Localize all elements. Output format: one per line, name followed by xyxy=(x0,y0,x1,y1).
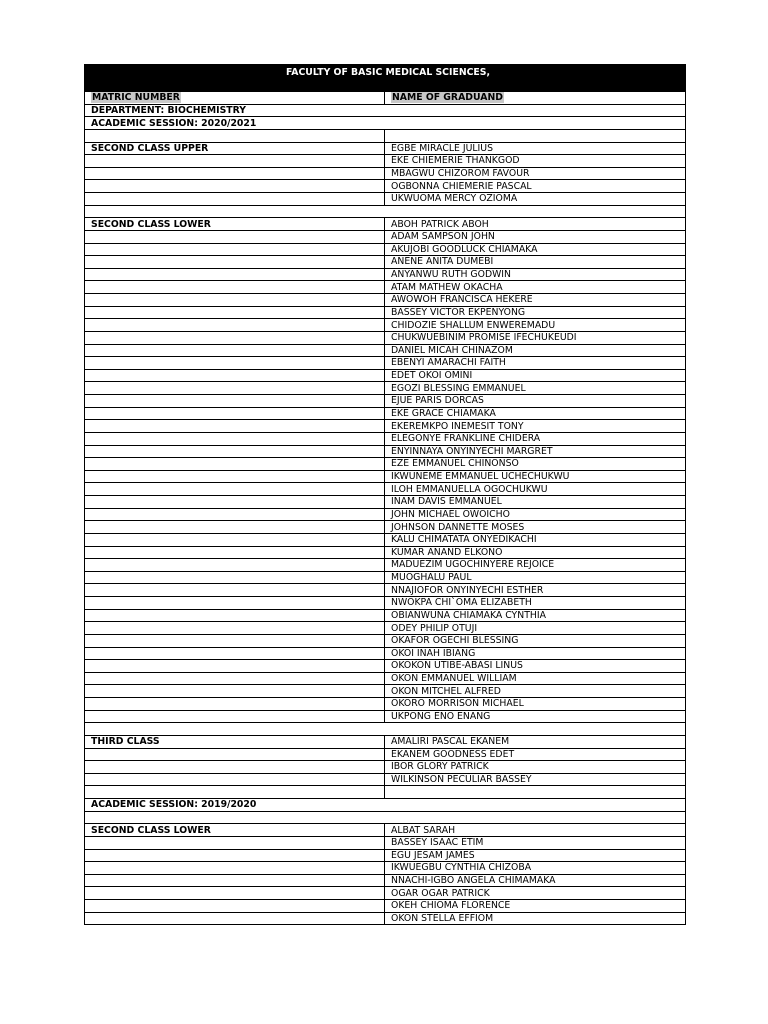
graduand-name: OBIANWUNA CHIAMAKA CYNTHIA xyxy=(385,609,686,622)
table-row xyxy=(85,836,686,849)
header-row xyxy=(85,92,686,105)
matric-cell xyxy=(85,887,385,900)
graduand-name: JOHNSON DANNETTE MOSES xyxy=(385,521,686,534)
graduand-name: WILKINSON PECULIAR BASSEY xyxy=(385,773,686,786)
graduand-name: EKEREMKPO INEMESIT TONY xyxy=(385,420,686,433)
graduand-name: EKE GRACE CHIAMAKA xyxy=(385,407,686,420)
spacer-row xyxy=(85,723,686,736)
table-row xyxy=(85,218,686,231)
table-row xyxy=(85,609,686,622)
graduand-name: ILOH EMMANUELLA OGOCHUKWU xyxy=(385,483,686,496)
graduand-name: EGOZI BLESSING EMMANUEL xyxy=(385,382,686,395)
table-row xyxy=(85,445,686,458)
matric-cell xyxy=(85,874,385,887)
table-row xyxy=(85,243,686,256)
matric-cell xyxy=(85,559,385,572)
graduand-name: CHIDOZIE SHALLUM ENWEREMADU xyxy=(385,319,686,332)
matric-cell xyxy=(85,912,385,925)
matric-cell xyxy=(85,622,385,635)
matric-cell xyxy=(85,571,385,584)
table-row xyxy=(85,344,686,357)
matric-cell xyxy=(85,420,385,433)
graduand-name: MADUEZIM UGOCHINYERE REJOICE xyxy=(385,559,686,572)
matric-cell xyxy=(85,306,385,319)
table-row xyxy=(85,786,686,799)
table-row xyxy=(85,230,686,243)
table-row xyxy=(85,142,686,155)
graduand-name: MBAGWU CHIZOROM FAVOUR xyxy=(385,167,686,180)
graduand-name: UKPONG ENO ENANG xyxy=(385,710,686,723)
graduand-name: UKWUOMA MERCY OZIOMA xyxy=(385,193,686,206)
matric-cell xyxy=(85,395,385,408)
matric-cell xyxy=(85,470,385,483)
matric-cell xyxy=(85,193,385,206)
matric-cell xyxy=(85,710,385,723)
table-row xyxy=(85,268,686,281)
graduand-name: ABOH PATRICK ABOH xyxy=(385,218,686,231)
matric-cell xyxy=(85,167,385,180)
matric-cell xyxy=(85,597,385,610)
graduand-name: EGU JESAM JAMES xyxy=(385,849,686,862)
matric-cell xyxy=(85,521,385,534)
matric-cell xyxy=(85,369,385,382)
spacer-row xyxy=(85,205,686,218)
matric-cell xyxy=(85,634,385,647)
matric-cell xyxy=(85,698,385,711)
graduand-name: OKON STELLA EFFIOM xyxy=(385,912,686,925)
graduand-name: INAM DAVIS EMMANUEL xyxy=(385,496,686,509)
matric-cell xyxy=(85,786,385,799)
graduand-name: AKUJOBI GOODLUCK CHIAMAKA xyxy=(385,243,686,256)
matric-cell xyxy=(85,862,385,875)
matric-cell xyxy=(85,281,385,294)
matric-cell xyxy=(85,660,385,673)
table-row xyxy=(85,357,686,370)
table-row xyxy=(85,862,686,875)
table-row xyxy=(85,773,686,786)
table-row xyxy=(85,470,686,483)
graduand-name: ADAM SAMPSON JOHN xyxy=(385,230,686,243)
graduand-name: OKON EMMANUEL WILLIAM xyxy=(385,672,686,685)
matric-cell xyxy=(85,483,385,496)
matric-cell xyxy=(85,445,385,458)
class-of-degree-label: THIRD CLASS xyxy=(85,735,385,748)
table-row xyxy=(85,483,686,496)
matric-cell xyxy=(85,609,385,622)
matric-cell xyxy=(85,344,385,357)
graduand-name: OKEH CHIOMA FLORENCE xyxy=(385,900,686,913)
class-of-degree-label: SECOND CLASS LOWER xyxy=(85,218,385,231)
table-row xyxy=(85,129,686,142)
table-row xyxy=(85,281,686,294)
academic-session-label: ACADEMIC SESSION: 2020/2021 xyxy=(85,117,686,130)
table-row xyxy=(85,735,686,748)
table-row xyxy=(85,508,686,521)
table-row xyxy=(85,294,686,307)
session-row xyxy=(85,799,686,812)
matric-cell xyxy=(85,407,385,420)
matric-cell xyxy=(85,900,385,913)
class-of-degree-label: SECOND CLASS UPPER xyxy=(85,142,385,155)
graduand-name: EKANEM GOODNESS EDET xyxy=(385,748,686,761)
matric-cell xyxy=(85,496,385,509)
table-row xyxy=(85,597,686,610)
department-label: DEPARTMENT: BIOCHEMISTRY xyxy=(85,104,686,117)
academic-session-label: ACADEMIC SESSION: 2019/2020 xyxy=(85,799,686,812)
graduand-name: JOHN MICHAEL OWOICHO xyxy=(385,508,686,521)
table-row xyxy=(85,319,686,332)
matric-cell xyxy=(85,180,385,193)
table-row xyxy=(85,167,686,180)
matric-cell xyxy=(85,155,385,168)
table-row xyxy=(85,710,686,723)
graduand-name xyxy=(385,129,686,142)
spacer-cell xyxy=(85,811,686,824)
table-row xyxy=(85,849,686,862)
table-row xyxy=(85,382,686,395)
table-row xyxy=(85,432,686,445)
graduand-name: OGAR OGAR PATRICK xyxy=(385,887,686,900)
graduand-name xyxy=(385,786,686,799)
graduand-name-header xyxy=(385,92,686,105)
table-row xyxy=(85,306,686,319)
graduand-name: ALBAT SARAH xyxy=(385,824,686,837)
table-row xyxy=(85,533,686,546)
graduand-name: EBENYI AMARACHI FAITH xyxy=(385,357,686,370)
graduands-table xyxy=(84,64,686,925)
table-row xyxy=(85,420,686,433)
graduand-name: AWOWOH FRANCISCA HEKERE xyxy=(385,294,686,307)
spacer-cell xyxy=(85,723,686,736)
table-row xyxy=(85,584,686,597)
table-row xyxy=(85,685,686,698)
graduand-name: DANIEL MICAH CHINAZOM xyxy=(385,344,686,357)
table-row xyxy=(85,559,686,572)
table-row xyxy=(85,698,686,711)
graduand-name: OKORO MORRISON MICHAEL xyxy=(385,698,686,711)
graduand-name: OKOKON UTIBE-ABASI LINUS xyxy=(385,660,686,673)
matric-cell xyxy=(85,533,385,546)
matric-cell xyxy=(85,382,385,395)
matric-cell xyxy=(85,319,385,332)
table-row xyxy=(85,369,686,382)
table-row xyxy=(85,900,686,913)
table-row xyxy=(85,748,686,761)
graduand-name: OKON MITCHEL ALFRED xyxy=(385,685,686,698)
matric-number-header xyxy=(85,92,385,105)
table-row xyxy=(85,761,686,774)
graduand-name: EGBE MIRACLE JULIUS xyxy=(385,142,686,155)
table-row xyxy=(85,407,686,420)
graduand-name: KALU CHIMATATA ONYEDIKACHI xyxy=(385,533,686,546)
table-row xyxy=(85,395,686,408)
matric-cell xyxy=(85,836,385,849)
graduand-name: OGBONNA CHIEMERIE PASCAL xyxy=(385,180,686,193)
table-row xyxy=(85,546,686,559)
table-row xyxy=(85,672,686,685)
table-row xyxy=(85,193,686,206)
matric-cell xyxy=(85,458,385,471)
graduand-name-label: NAME OF GRADUAND xyxy=(392,92,503,104)
graduand-name: NNACHI-IGBO ANGELA CHIMAMAKA xyxy=(385,874,686,887)
table-row xyxy=(85,521,686,534)
table-row xyxy=(85,458,686,471)
matric-cell xyxy=(85,294,385,307)
graduand-name: BASSEY ISAAC ETIM xyxy=(385,836,686,849)
matric-cell xyxy=(85,357,385,370)
graduand-name: IKWUNEME EMMANUEL UCHECHUKWU xyxy=(385,470,686,483)
matric-cell xyxy=(85,761,385,774)
matric-cell xyxy=(85,243,385,256)
table-row xyxy=(85,824,686,837)
table-row xyxy=(85,155,686,168)
department-row xyxy=(85,104,686,117)
graduand-name: EKE CHIEMERIE THANKGOD xyxy=(385,155,686,168)
graduand-name: AMALIRI PASCAL EKANEM xyxy=(385,735,686,748)
table-row xyxy=(85,180,686,193)
graduand-name: ATAM MATHEW OKACHA xyxy=(385,281,686,294)
graduand-name: CHUKWUEBINIM PROMISE IFECHUKEUDI xyxy=(385,331,686,344)
matric-number-label: MATRIC NUMBER xyxy=(92,92,180,104)
table-row xyxy=(85,622,686,635)
table-row xyxy=(85,887,686,900)
matric-cell xyxy=(85,268,385,281)
graduand-name: EDET OKOI OMINI xyxy=(385,369,686,382)
table-row xyxy=(85,571,686,584)
matric-cell xyxy=(85,331,385,344)
graduand-name: BASSEY VICTOR EKPENYONG xyxy=(385,306,686,319)
table-row xyxy=(85,496,686,509)
graduand-name: ELEGONYE FRANKLINE CHIDERA xyxy=(385,432,686,445)
matric-cell xyxy=(85,508,385,521)
table-row xyxy=(85,256,686,269)
table-row xyxy=(85,660,686,673)
matric-cell xyxy=(85,849,385,862)
table-row xyxy=(85,647,686,660)
title-row xyxy=(85,65,686,92)
graduand-name: IKWUEGBU CYNTHIA CHIZOBA xyxy=(385,862,686,875)
matric-cell xyxy=(85,647,385,660)
table-row xyxy=(85,634,686,647)
matric-cell xyxy=(85,256,385,269)
graduand-name: MUOGHALU PAUL xyxy=(385,571,686,584)
matric-cell xyxy=(85,685,385,698)
graduand-name: ENYINNAYA ONYINYECHI MARGRET xyxy=(385,445,686,458)
matric-cell xyxy=(85,672,385,685)
session-row xyxy=(85,117,686,130)
table-row xyxy=(85,331,686,344)
matric-cell xyxy=(85,129,385,142)
matric-cell xyxy=(85,773,385,786)
graduand-name: KUMAR ANAND ELKONO xyxy=(385,546,686,559)
matric-cell xyxy=(85,584,385,597)
graduand-name: ANENE ANITA DUMEBI xyxy=(385,256,686,269)
graduand-name: EJUE PARIS DORCAS xyxy=(385,395,686,408)
graduand-name: OKAFOR OGECHI BLESSING xyxy=(385,634,686,647)
class-of-degree-label: SECOND CLASS LOWER xyxy=(85,824,385,837)
matric-cell xyxy=(85,546,385,559)
table-row xyxy=(85,874,686,887)
spacer-row xyxy=(85,811,686,824)
faculty-title: FACULTY OF BASIC MEDICAL SCIENCES, xyxy=(85,65,686,92)
spacer-cell xyxy=(85,205,686,218)
graduand-name: ODEY PHILIP OTUJI xyxy=(385,622,686,635)
graduand-name: ANYANWU RUTH GODWIN xyxy=(385,268,686,281)
graduand-name: NWOKPA CHI`OMA ELIZABETH xyxy=(385,597,686,610)
matric-cell xyxy=(85,230,385,243)
matric-cell xyxy=(85,748,385,761)
graduand-name: IBOR GLORY PATRICK xyxy=(385,761,686,774)
matric-cell xyxy=(85,432,385,445)
table-row xyxy=(85,912,686,925)
graduand-name: OKOI INAH IBIANG xyxy=(385,647,686,660)
graduand-name: EZE EMMANUEL CHINONSO xyxy=(385,458,686,471)
graduand-name: NNAJIOFOR ONYINYECHI ESTHER xyxy=(385,584,686,597)
